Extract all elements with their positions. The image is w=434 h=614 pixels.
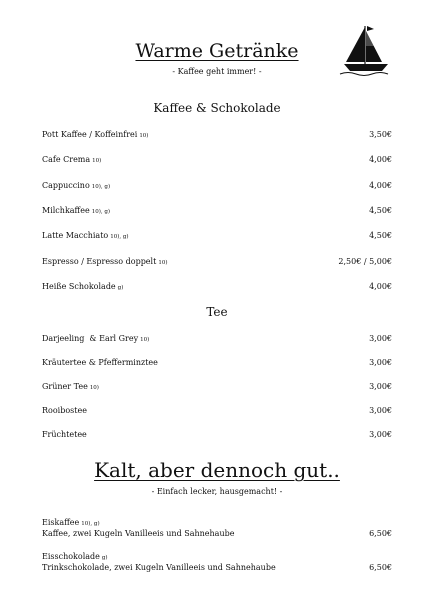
item-description: Trinkschokolade, zwei Kugeln Vanilleeis und Sahnehaube: [42, 563, 276, 572]
item-price: 4,50€: [369, 231, 392, 240]
item-price: 3,00€: [369, 406, 392, 415]
item-allergen: 10), g): [91, 184, 111, 190]
item-name: Darjeeling & Earl Grey 10): [42, 334, 150, 343]
cold-drinks-title: Kalt, aber dennoch gut..: [94, 458, 340, 482]
item-name: Cafe Crema 10): [42, 155, 102, 164]
menu-item: [42, 154, 392, 166]
menu-item: [42, 230, 392, 242]
item-name: Milchkaffee 10), g): [42, 206, 111, 215]
item-name: Espresso / Espresso doppelt 10): [42, 257, 168, 266]
item-allergen: 10), g): [110, 234, 129, 240]
item-allergen: 10): [92, 158, 102, 164]
menu-item: [42, 205, 392, 217]
item-name: Rooibostee: [42, 406, 87, 415]
item-allergen: g): [117, 285, 124, 291]
item-allergen: 10), g): [91, 209, 111, 215]
menu-item: [42, 281, 392, 293]
item-name: Eisschokolade g): [42, 552, 108, 561]
item-price: 3,50€: [369, 130, 392, 139]
menu-item: [42, 357, 392, 369]
item-allergen: 10): [89, 385, 99, 391]
menu-item: [42, 551, 392, 575]
item-name: Latte Macchiato 10), g): [42, 231, 129, 240]
item-price: 4,00€: [369, 155, 392, 164]
item-allergen: 10): [139, 133, 149, 139]
menu-item: [42, 381, 392, 393]
warm-drinks-title: Warme Getränke: [135, 40, 299, 62]
item-price: 4,00€: [369, 181, 392, 190]
item-price: 3,00€: [369, 382, 392, 391]
coffee-section-heading: Kaffee & Schokolade: [153, 101, 281, 115]
item-allergen: 10), g): [81, 521, 100, 527]
menu-item: [42, 517, 392, 541]
item-price: 4,50€: [369, 206, 392, 215]
menu-item: [42, 256, 392, 268]
item-allergen: 10): [140, 337, 150, 343]
item-name: Cappuccino 10), g): [42, 181, 111, 190]
item-price: 4,00€: [369, 282, 392, 291]
item-name: Kräutertee & Pfefferminztee: [42, 358, 158, 367]
item-name: Heiße Schokolade g): [42, 282, 124, 291]
warm-drinks-subtitle: - Kaffee geht immer! -: [172, 67, 262, 76]
menu-item: [42, 429, 392, 441]
item-price: 3,00€: [369, 358, 392, 367]
item-name: Früchtetee: [42, 430, 87, 439]
item-name: Pott Kaffee / Koffeinfrei 10): [42, 130, 149, 139]
item-name: Eiskaffee 10), g): [42, 518, 100, 527]
item-price: 2,50€ / 5,00€: [338, 257, 392, 266]
tea-section-heading: Tee: [206, 305, 228, 319]
item-allergen: g): [101, 555, 108, 561]
cold-drinks-subtitle: - Einfach lecker, hausgemacht! -: [151, 487, 283, 496]
item-description: Kaffee, zwei Kugeln Vanilleeis und Sahnehaube: [42, 529, 235, 538]
item-name: Grüner Tee 10): [42, 382, 99, 391]
item-price: 6,50€: [369, 563, 392, 572]
menu-item: [42, 405, 392, 417]
item-price: 6,50€: [369, 529, 392, 538]
item-price: 3,00€: [369, 334, 392, 343]
menu-item: [42, 180, 392, 192]
menu-item: [42, 129, 392, 141]
menu-item: [42, 333, 392, 345]
item-allergen: 10): [158, 260, 168, 266]
item-price: 3,00€: [369, 430, 392, 439]
